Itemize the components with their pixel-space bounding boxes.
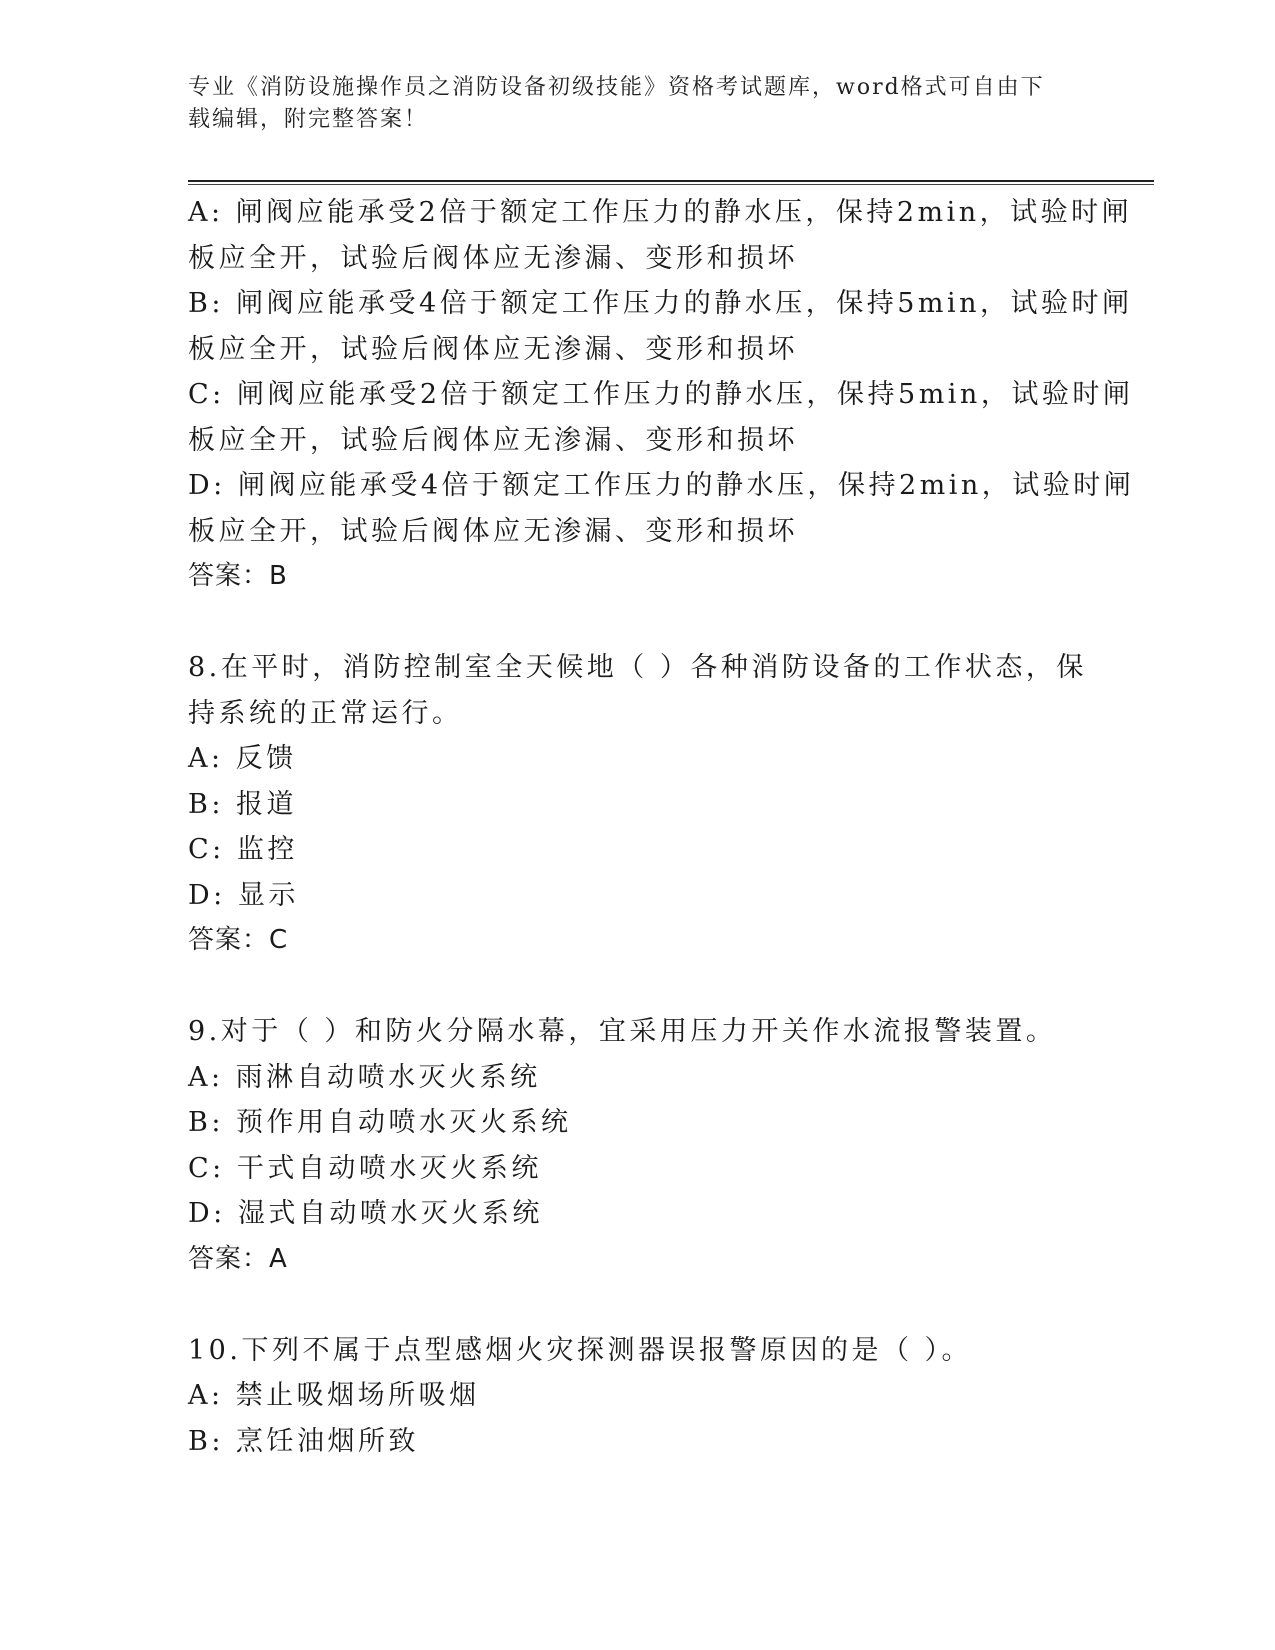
document-header: [188, 72, 1068, 136]
q8-option-b: B: 报道: [188, 788, 298, 820]
q7-option-d-line-1: D: 闸阀应能承受4倍于额定工作压力的静水压，保持2min，试验时闸: [188, 470, 1135, 501]
header-divider-thin: [188, 184, 1154, 185]
q8-stem-line-1: 8.在平时，消防控制室全天候地（ ）各种消防设备的工作状态，保: [188, 652, 1087, 683]
header-line-2: 载编辑，附完整答案！: [188, 107, 429, 132]
spacer: [188, 1282, 1088, 1328]
q7-answer: 答案：B: [188, 561, 288, 591]
q7-option-c-line-1: C: 闸阀应能承受2倍于额定工作压力的静水压，保持5min，试验时闸: [188, 379, 1134, 410]
q10-stem: 10.下列不属于点型感烟火灾探测器误报警原因的是（ ）。: [188, 1334, 973, 1366]
q9-option-c: C: 干式自动喷水灭火系统: [188, 1152, 542, 1184]
q7-option-d-line-2: 板应全开，试验后阀体应无渗漏、变形和损坏: [188, 515, 798, 547]
q9-stem: 9.对于（ ）和防火分隔水幕，宜采用压力开关作水流报警装置。: [188, 1016, 1057, 1047]
q8-stem-line-2: 持系统的正常运行。: [188, 697, 463, 729]
q8-option-c: C: 监控: [188, 834, 298, 865]
question-10: [188, 1328, 1088, 1465]
q8-option-d: D: 显示: [188, 879, 299, 911]
question-content: [188, 190, 1135, 1464]
q9-answer: 答案：A: [188, 1243, 288, 1274]
header-line-1: 专业《消防设施操作员之消防设备初级技能》资格考试题库，word格式可自由下: [188, 75, 1045, 100]
q7-option-b-line-1: B: 闸阀应能承受4倍于额定工作压力的静水压，保持5min，试验时闸: [188, 288, 1133, 319]
q10-option-a: A: 禁止吸烟场所吸烟: [188, 1380, 480, 1411]
q7-option-c-line-2: 板应全开，试验后阀体应无渗漏、变形和损坏: [188, 424, 798, 456]
header-divider-thick: [188, 180, 1154, 182]
question-7: [188, 190, 1135, 600]
spacer: [188, 600, 1088, 646]
q7-option-a-line-2: 板应全开，试验后阀体应无渗漏、变形和损坏: [188, 242, 798, 274]
q9-option-b: B: 预作用自动喷水灭火系统: [188, 1107, 572, 1138]
q8-answer: 答案：C: [188, 925, 289, 955]
q9-option-a: A: 雨淋自动喷水灭火系统: [188, 1061, 541, 1093]
spacer: [188, 964, 1088, 1010]
q10-option-b: B: 烹饪油烟所致: [188, 1425, 420, 1457]
q7-option-b-line-2: 板应全开，试验后阀体应无渗漏、变形和损坏: [188, 333, 798, 365]
question-8: [188, 645, 1088, 964]
q9-option-d: D: 湿式自动喷水灭火系统: [188, 1198, 543, 1229]
question-9: [188, 1009, 1088, 1282]
q7-option-a-line-1: A: 闸阀应能承受2倍于额定工作压力的静水压，保持2min，试验时闸: [188, 197, 1133, 228]
q8-option-a: A: 反馈: [188, 743, 297, 774]
